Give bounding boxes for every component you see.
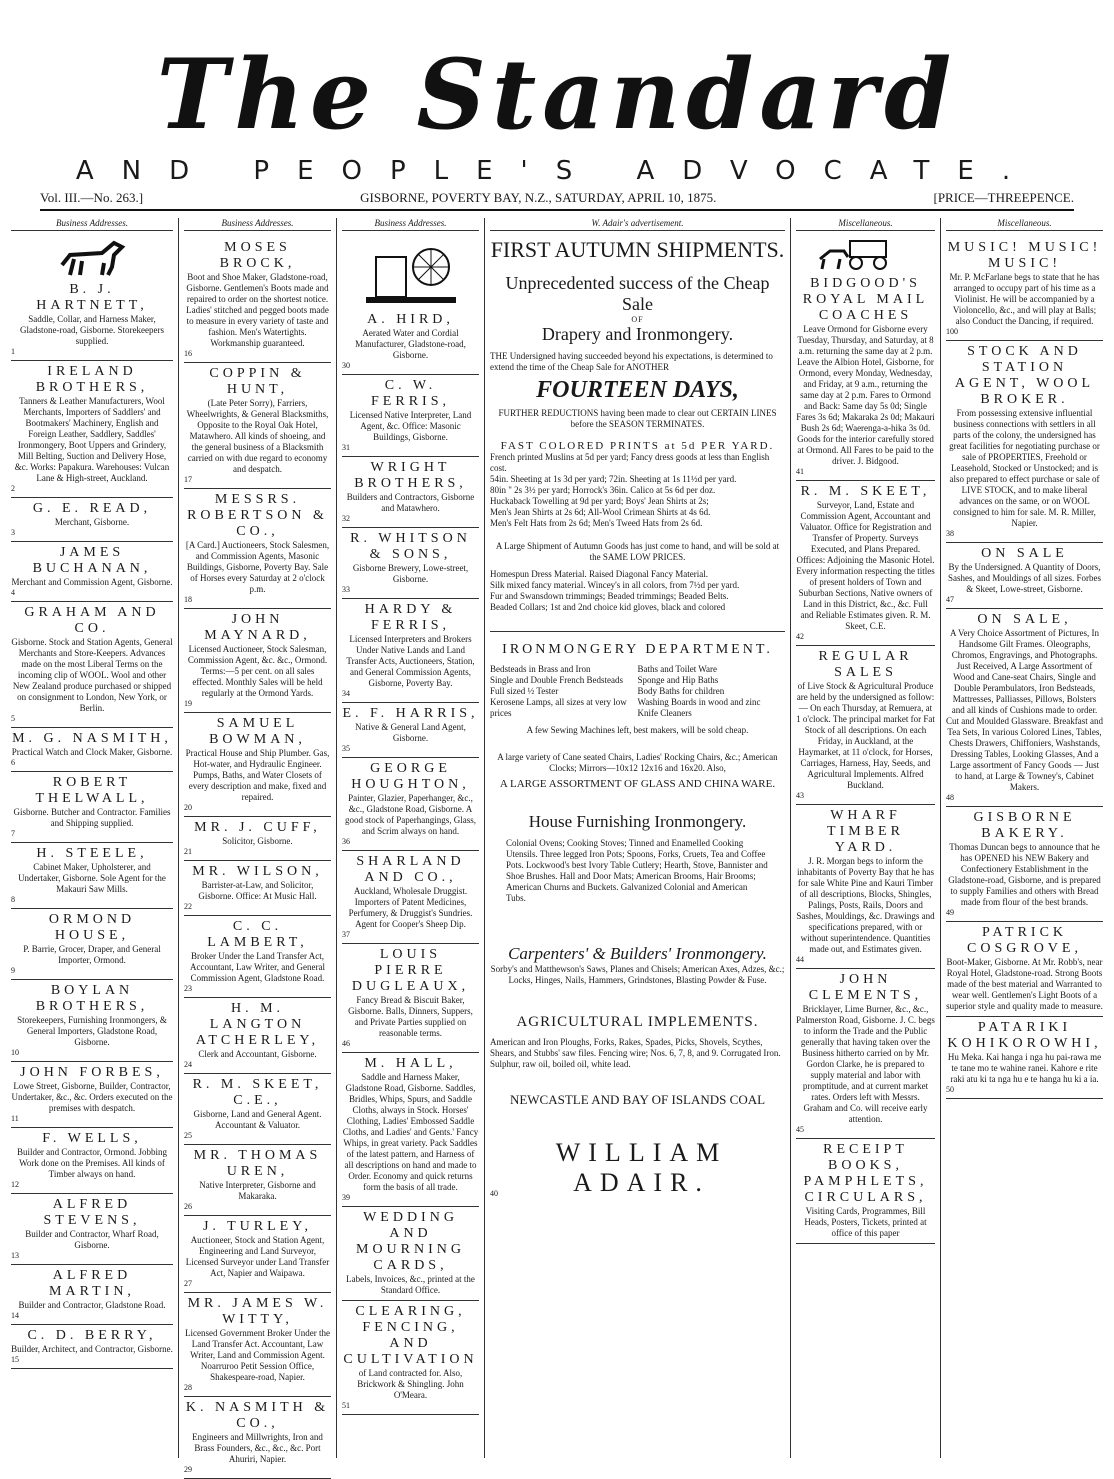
ironmongery-heading: IRONMONGERY DEPARTMENT. [490, 631, 785, 658]
ad-heading: BOYLAN BROTHERS, [35, 983, 149, 1014]
ad-number: 17 [184, 475, 192, 484]
ad-number: 3 [11, 528, 15, 537]
ad-number: 46 [342, 1039, 350, 1048]
ad-body: Practical Watch and Clock Maker, Gisborne. [11, 747, 173, 757]
advertisement [342, 375, 479, 457]
advertisement [342, 1053, 479, 1207]
ad-body: Painter, Glazier, Paperhanger, &c., &c., Gladstone Road, Gisborne. A good stock of Paperhangings, Glass, and Scrim always on hand. [345, 793, 476, 836]
item-line: Men's Felt Hats from 2s 6d; Men's Tweed Hats from 2s 6d. [490, 518, 703, 528]
item-line: Single and Double French Bedsteads [490, 675, 623, 685]
ad-number: 6 [11, 758, 15, 767]
ad-body: J. R. Morgan begs to inform the inhabitants of Poverty Bay that he has for sale White Pine and Kauri Timber of all descriptions, Blocks, Shingles, Palings, Posts, Rails, Doors and Sashes, Mouldings, &c. Drawings and specifications prepared, with or without superintendence. Quantities made out, and Estimates given. [796, 856, 935, 954]
item-line: Baths and Toilet Ware [637, 664, 718, 674]
column-4 [484, 218, 790, 1458]
ad-number: 2 [11, 484, 15, 493]
ad-heading: COPPIN & HUNT, [209, 366, 306, 397]
advertisement [184, 1216, 331, 1293]
item-line: Sponge and Hip Baths [637, 675, 719, 685]
ad-number: 26 [184, 1202, 192, 1211]
shipment-notice: A Large Shipment of Autumn Goods has just come to hand, and will be sold at the SAME LOW PRICES. [495, 541, 780, 562]
agricultural-heading: AGRICULTURAL IMPLEMENTS. [516, 1014, 759, 1030]
ad-heading: ALFRED MARTIN, [49, 1268, 135, 1299]
column-6 [940, 218, 1108, 1458]
advertisement [11, 361, 173, 498]
ad-body: Merchant, Gisborne. [54, 517, 130, 527]
ad-heading: GISBORNE BAKERY. [973, 810, 1076, 841]
ad-body: Boot-Maker, Gisborne. At Mr. Robb's, near Royal Hotel, Gladstone-road. Strong Boots made of the best material and Warranted to wear well. Gentlemen's Light Boots of a superior style and quality made to measure. [946, 957, 1103, 1011]
item-line: Body Baths for children [637, 686, 725, 696]
advertisement [184, 713, 331, 817]
ad-body: Builder and Contractor, Gladstone Road. [18, 1300, 166, 1310]
item-line: Huckaback Towelling at 9d per yard; Boys' Jean Shirts at 2s; [490, 496, 709, 506]
advertisement [946, 609, 1103, 807]
ad-body: Fancy Bread & Biscuit Baker, Gisborne. Balls, Dinners, Suppers, and Private Parties supplied on reasonable terms. [348, 995, 473, 1038]
advertisement [11, 909, 173, 980]
dateline [40, 190, 1074, 211]
ad-heading: MUSIC! MUSIC! MUSIC! [947, 240, 1102, 271]
ad-heading: JOHN MAYNARD, [204, 612, 311, 643]
ad-number: 21 [184, 847, 192, 856]
advertisement [11, 772, 173, 843]
item-line: Kerosene Lamps, all sizes at very low prices [490, 697, 627, 718]
ad-body: Barrister-at-Law, and Solicitor, Gisborne. Office: At Music Hall. [198, 880, 317, 901]
advertisement [946, 1017, 1103, 1099]
ad-number: 19 [184, 699, 192, 708]
advertisement [184, 489, 331, 609]
ad-number: 42 [796, 632, 804, 641]
ad-heading: MESSRS. ROBERTSON & CO., [187, 492, 328, 539]
ad-number: 18 [184, 595, 192, 604]
ad-heading: MR. WILSON, [192, 864, 323, 879]
ad-body: Licensed Native Interpreter, Land Agent, &c. Office: Masonic Buildings, Gisborne. [349, 410, 472, 442]
fourteen-days: FOURTEEN DAYS, [536, 377, 739, 403]
ad-heading: JOHN CLEMENTS, [808, 972, 923, 1003]
ad-number: 9 [11, 966, 15, 975]
advertisement [11, 542, 173, 602]
item-line: 54in. Sheeting at 1s 3d per yard; 72in. Sheeting at 1s 11½d per yard. [490, 474, 737, 484]
ad-number: 41 [796, 467, 804, 476]
house-items: Colonial Ovens; Cooking Stoves; Tinned and Enamelled Cooking Utensils. Three legged Iron Pots; Spoons, Forks, Cruets, Tea and Coffee Pots. Lockwood's best Ivory Table Cutlery; Hearth, Stove, Bannister and Shoe Brushes. Hall and Door Mats; American Brooms, Hair Brooms; American Churns and Buckets. Galvanized Colonial and American Tubs. [506, 838, 768, 903]
advertisement [11, 602, 173, 728]
advertisement [184, 1145, 331, 1216]
advertisement [796, 969, 935, 1139]
advertisement [342, 309, 479, 375]
ad-number: 20 [184, 803, 192, 812]
column-heading: Business Addresses. [11, 218, 173, 231]
ad-number: 12 [11, 1180, 19, 1189]
ad-number: 37 [342, 930, 350, 939]
advertisement [11, 1194, 173, 1265]
ad-number: 32 [342, 514, 350, 523]
ad-heading: M. HALL, [364, 1056, 457, 1071]
ad-body: Merchant and Commission Agent, Gisborne. [11, 577, 173, 587]
ad-of: OF [631, 315, 644, 324]
advertisement [946, 543, 1103, 609]
item-line: Beaded Collars; 1st and 2nd choice kid gloves, black and colored [490, 602, 726, 612]
ad-number: 1 [11, 347, 15, 356]
ad-body: Mr. P. McFarlane begs to state that he has arranged to occupy part of his time as a Violinist. He will be accompanied by a Violoncello, &c., and will play at Balls; also Conduct the Dancing, if required. [949, 272, 1100, 326]
item-line: Full sized ½ Tester [490, 686, 559, 696]
advertiser-name: WILLIAM ADAIR. [555, 1138, 728, 1197]
column-3 [336, 218, 484, 1458]
ad-body: [A Card.] Auctioneers, Stock Salesmen, and Commission Agents, Masonic Buildings, Gisborne, Poverty Bay. Sale of Horses every Saturday at 2 o'clock p.m. [185, 540, 330, 594]
ad-body: Tanners & Leather Manufacturers, Wool Merchants, Importers of Saddlers' and Bootmakers' Machinery, English and Foreign Leather, Saddlery, Saddles' Ironmongery, Boot Uppers and Grindery, Mill Belting, Suction and Delivery Hose, &c. Works: Papakura. Warehouses: Vulcan Lane & High-street, Auckland. [14, 396, 170, 483]
ad-number: 11 [11, 1114, 19, 1123]
column-heading: Miscellaneous. [796, 218, 935, 231]
column-heading: Business Addresses. [342, 218, 479, 231]
ad-number: 7 [11, 829, 15, 838]
ad-heading: ORMOND HOUSE, [48, 912, 136, 943]
ad-number: 33 [342, 585, 350, 594]
ad-heading: MR. THOMAS UREN, [193, 1148, 322, 1179]
ad-body: Visiting Cards, Programmes, Bill Heads, Posters, Tickets, printed at office of this paper [804, 1206, 927, 1238]
item-line: 80in " 2s 3½ per yard; Horrock's 36in. Calico at 5s 6d per doz. [490, 485, 716, 495]
prints-heading: FAST COLORED PRINTS at 5d PER YARD. [500, 440, 775, 452]
column-5 [790, 218, 940, 1458]
ad-title: FIRST AUTUMN SHIPMENTS. [490, 237, 785, 262]
ad-heading: A. HIRD, [367, 312, 454, 327]
advertisement [11, 728, 173, 772]
ad-body: Aerated Water and Cordial Manufacturer, Gladstone-road, Gisborne. [355, 328, 466, 360]
advertisement [11, 1265, 173, 1325]
ad-number: 50 [946, 1085, 954, 1094]
ad-number: 8 [11, 895, 15, 904]
advertisement [342, 1301, 479, 1415]
ad-body: Auckland, Wholesale Druggist. Importers of Patent Medicines, Perfumery, & Druggist's Sundries. Agent for Cooper's Sheep Dip. [348, 886, 473, 929]
ad-heading: JOHN FORBES, [20, 1065, 164, 1080]
ad-heading: J. TURLEY, [202, 1219, 313, 1234]
ad-number: 14 [11, 1311, 19, 1320]
ad-body: Hu Meka. Kai hanga i nga hu pai-rawa me te tane mo te wahine ranei. Kahore e rite raki atu ki ta nga hu e te hanga hu ki a ia. [947, 1052, 1102, 1084]
ad-heading: STOCK AND STATION AGENT, WOOL BROKER. [954, 344, 1095, 407]
agricultural-items: American and Iron Ploughs, Forks, Rakes, Spades, Picks, Shovels, Scythes, Shears, and Stubbs' saw files. Fencing wire; Nos. 6, 7, 8, and 9. Corrugated Iron. Sulphur, raw oil, boiled oil, white lead. [490, 1037, 781, 1069]
advertisement [796, 273, 935, 481]
place-date: GISBORNE, POVERTY BAY, N.Z., SATURDAY, APRIL 10, 1875. [360, 190, 717, 205]
advertisement [184, 916, 331, 998]
ad-heading: F. WELLS, [42, 1131, 142, 1146]
ad-heading: C. W. FERRIS, [371, 378, 450, 409]
ad-heading: ROBERT THELWALL, [35, 775, 149, 806]
ad-body: Builder and Contractor, Wharf Road, Gisborne. [25, 1229, 159, 1250]
ad-number: 29 [184, 1465, 192, 1474]
ad-body: From possessing extensive influential business connections with settlers in all parts of the colony, the undersigned has great facilities for negotiating purchase or sale of PROPERTIES, Freehold or Leasehold, Stocked or Unstocked; and is also prepared to effect purchase or sale of LIVE STOCK, and to make liberal advances on the same, or on WOOL consigned to him for sale. M. R. Miller, Napier. [949, 408, 1100, 528]
ad-body: Gisborne. Butcher and Contractor. Families and Shipping supplied. [13, 807, 171, 828]
ad-number: 30 [342, 361, 350, 370]
ad-heading: WRIGHT BROTHERS, [354, 460, 467, 491]
ad-heading: RECEIPT BOOKS, PAMPHLETS, CIRCULARS, [803, 1142, 928, 1205]
advertisement [796, 1139, 935, 1244]
masthead [0, 40, 1114, 186]
ad-number: 40 [490, 1189, 498, 1198]
ad-body: Gisborne, Land and General Agent. Accountant & Valuator. [193, 1109, 322, 1130]
ad-heading: REGULAR SALES [818, 649, 913, 680]
advertisement [342, 599, 479, 703]
ad-body: Saddle, Collar, and Harness Maker, Gladstone-road, Gisborne. Storekeepers supplied. [20, 314, 164, 346]
item-line: Homespun Dress Material. Raised Diagonal Fancy Material. [490, 569, 708, 579]
column-heading: Miscellaneous. [946, 218, 1103, 231]
ad-number: 100 [946, 327, 958, 336]
ad-body: Lowe Street, Gisborne, Builder, Contractor, Undertaker, &c., &c. Orders executed on the premises with despatch. [11, 1081, 173, 1113]
ad-heading: C. C. LAMBERT, [207, 919, 308, 950]
ad-heading: ALFRED STEVENS, [43, 1197, 141, 1228]
item-line: French printed Muslins at 5d per yard; Fancy dress goods at less than English cost. [490, 452, 770, 473]
column-heading: W. Adair's advertisement. [490, 218, 785, 231]
ad-number: 15 [11, 1355, 19, 1364]
ad-body: Gisborne. Stock and Station Agents, General Merchants and Store-Keepers. Advances made on the most Liberal Terms on the incoming clip of WOOL. Wool and other New Zealand produce purchased or shipped on consignment to London, New York, or Berlin. [11, 637, 173, 713]
item-line: Silk mixed fancy material. Wincey's in all colors, from 7½d per yard. [490, 580, 740, 590]
advertisement [184, 363, 331, 489]
ad-body: Thomas Duncan begs to announce that he has OPENED his NEW Bakery and Confectionery Establishment in the Gladstone-road, Gisborne, and is prepared to supply Families and others with Bread made from flour of the best brands. [948, 842, 1101, 907]
ad-body: Leave Ormond for Gisborne every Tuesday, Thursday, and Saturday, at 8 a.m. returning the same day at 2 p.m. Leave the Albion Hotel, Gisborne, for Ormond, every Monday, Wednesday, and Friday, at 9 a.m., returning the same day at 2 p.m. Fares to Ormond and Back: Same day 5s 0d; Single Fares 3s 6d; Makaraka 2s 0d; Makauri Bush 2s 6d; Waerenga-a-hika 3s 0d. Goods for the interior carefully stored at Ormond. All Fares to be paid to the driver. J. Bidgood. [796, 324, 935, 466]
advertisement [342, 758, 479, 851]
ad-number: 45 [796, 1125, 804, 1134]
ad-number: 38 [946, 529, 954, 538]
advertisement [11, 279, 173, 361]
ad-heading: BIDGOOD'S ROYAL MAIL COACHES [802, 276, 929, 323]
ad-intro: THE Undersigned having succeeded beyond his expectations, is determined to extend the time of the Cheap Sale for ANOTHER [490, 351, 773, 372]
ad-headline: Unprecedented success of the Cheap Sale [505, 273, 770, 314]
ad-number: 23 [184, 984, 192, 993]
ad-heading: G. E. READ, [32, 501, 152, 516]
column-1 [6, 218, 178, 1458]
ad-body: Surveyor, Land, Estate and Commission Agent, Accountant and Valuator. Office for Registration and Transfer of Property. Surveys Executed, and Plans Prepared. Offices: Adjoining the Masonic Hotel. Every information respecting the titles of present holders of Town and Suburban Sections, Native owners of Land in this District, &c., &c. Full and Reliable Estimates given. R. M. Skeet, C.E. [796, 500, 935, 631]
advertisement [946, 237, 1103, 341]
advertisement [946, 341, 1103, 543]
ad-body: Engineers and Millwrights, Iron and Brass Founders, &c., &c., &c. Port Ahuriri, Napier. [192, 1432, 323, 1464]
advertisement [11, 1325, 173, 1369]
carpenters-heading: Carpenters' & Builders' Ironmongery. [508, 944, 767, 963]
ad-body: Boot and Shoe Maker, Gladstone-road, Gisborne. Gentlemen's Boots made and repaired to order on the shortest notice. Ladies' stitched and pegged boots made to measure in every variety of taste and fashion. Men's Watertights. Workmanship guaranteed. [186, 272, 329, 348]
soda-machine-icon [356, 237, 466, 307]
ad-heading: H. STEELE, [36, 846, 148, 861]
coach-icon [816, 237, 916, 271]
ad-body: Gisborne Brewery, Lowe-street, Gisborne. [352, 563, 469, 584]
advertisement [796, 646, 935, 805]
ad-body: Solicitor, Gisborne. [222, 836, 293, 846]
ad-heading: C. D. BERRY, [27, 1328, 157, 1343]
ad-heading: M. G. NASMITH, [12, 731, 172, 746]
ad-heading: E. F. HARRIS, [342, 706, 479, 721]
ad-number: 49 [946, 908, 954, 917]
ad-number: 10 [11, 1048, 19, 1057]
ad-number: 34 [342, 689, 350, 698]
chairs-notice: A large variety of Cane seated Chairs, Ladies' Rocking Chairs, &c.; American Clocks; Mirrors—10x12 12x16 and 16x20. Also, [497, 752, 778, 773]
advertisement [796, 481, 935, 646]
ad-number: 4 [11, 588, 15, 597]
advertisement [184, 998, 331, 1074]
ad-body: By the Undersigned. A Quantity of Doors, Sashes, and Mouldings of all sizes. Forbes & Skeet, Lowe-street, Gisborne. [948, 562, 1101, 594]
ad-heading: R. M. SKEET, [800, 484, 931, 499]
item-line: Men's Jean Shirts at 2s 6d; All-Wool Crimean Shirts at 4s 6d. [490, 507, 711, 517]
ad-number: 31 [342, 443, 350, 452]
ad-body: Labels, Invoices, &c., printed at the Standard Office. [346, 1274, 475, 1295]
ad-number: 35 [342, 744, 350, 753]
ad-number: 36 [342, 837, 350, 846]
advertisement [342, 1207, 479, 1301]
carpenters-items: Sorby's and Matthewson's Saws, Planes and Chisels; American Axes, Adzes, &c.; Locks, Hinges, Nails, Hammers, Grindstones, Blasting Powder & Fuse. [490, 964, 785, 985]
ad-number: 22 [184, 902, 192, 911]
item-line: Fur and Swansdown trimmings; Beaded trimmings; Beaded Belts. [490, 591, 729, 601]
ad-number: 44 [796, 955, 804, 964]
ad-body: Builder and Contractor, Ormond. Jobbing Work done on the Premises. All kinds of Timber always on hand. [16, 1147, 168, 1179]
ad-body: Bricklayer, Lime Burner, &c., &c., Palmerston Road, Gisborne. J. C. begs to inform the Trade and the Public generally that having taken over the Business hitherto carried on by Mr. Gordon Clarke, he is prepared to supply material and labor with promptitude, and at current market rates. Orders left with Messrs. Graham and Co. will receive early attention. [796, 1004, 935, 1124]
ad-number: 27 [184, 1279, 192, 1288]
ad-body: Licensed Interpreters and Brokers Under Native Lands and Land Transfer Acts, Auctioneers, Station, and General Commission Agents, Gisborne, Poverty Bay. [346, 634, 475, 688]
ad-body: A Very Choice Assortment of Pictures, In Handsome Gilt Frames. Oleographs, Chromos, Engravings, and Photographs. Just Received, A Large Assortment of Wood and Cane-seat Chairs, Single and Double Perambulators, Iron Bedsteads, Mattresses, Palliasses, Pillows, Bolsters and all kinds of Cushions made to order. Cut and Moulded Glassware. Breakfast and Tea Sets, In various Colored Lines, Tables, Chests Drawers, Chiffoniers, Washstands, Dressing Tables, Looking Glasses, And a Large assortment of Fancy Goods — Just to hand, at Large & Towney's, Cabinet Makers. [946, 628, 1103, 792]
ad-number: 28 [184, 1383, 192, 1392]
ad-heading: B. J. HARTNETT, [36, 282, 148, 313]
ad-body: Builders and Contractors, Gisborne and Matawhero. [346, 492, 475, 513]
advertisement [946, 807, 1103, 922]
house-heading: House Furnishing Ironmongery. [528, 812, 747, 831]
ad-heading: PATARIKI KOHIKOROWHI, [947, 1020, 1102, 1051]
ad-body: Licensed Auctioneer, Stock Salesman, Commission Agent, &c. &c., Ormond. Terms:—5 per cent. on all sales effected. Monthly Sales will be held regularly at the Ormond Yards. [187, 644, 328, 698]
ad-number: 43 [796, 791, 804, 800]
ad-heading: MR. JAMES W. WITTY, [187, 1296, 328, 1327]
columns [6, 218, 1108, 1474]
advertisement [342, 944, 479, 1053]
ad-heading: IRELAND BROTHERS, [35, 364, 149, 395]
ad-body: Broker Under the Land Transfer Act, Accountant, Law Writer, and General Commission Agent, Gladstone Road. [189, 951, 326, 983]
advertisement [796, 805, 935, 969]
ad-body: Auctioneer, Stock and Station Agent, Engineering and Land Surveyor, Licensed Surveyor under Land Transfer Act, Napier and Waipawa. [185, 1235, 330, 1278]
ad-heading: ON SALE, [977, 612, 1072, 627]
ad-number: 51 [342, 1401, 350, 1410]
ad-number: 13 [11, 1251, 19, 1260]
advertisement [184, 1293, 331, 1397]
item-line: Bedsteads in Brass and Iron [490, 664, 591, 674]
ad-number: 39 [342, 1193, 350, 1202]
masthead-title: The Standard [156, 38, 958, 151]
ad-heading: MR. J. CUFF, [194, 820, 321, 835]
ad-body: Licensed Government Broker Under the Land Transfer Act. Accountant, Law Writer, Land and Commission Agent. Noarruroo Petit Session Office, Shakespeare-road, Napier. [185, 1328, 330, 1382]
ad-number: 5 [11, 714, 15, 723]
ad-heading: WEDDING AND MOURNING CARDS, [356, 1210, 465, 1273]
ad-heading: ON SALE [981, 546, 1068, 561]
advertisement [11, 843, 173, 909]
item-line: Washing Boards in wood and zinc [637, 697, 761, 707]
ad-heading: JAMES BUCHANAN, [32, 545, 152, 576]
ad-heading: R. M. SKEET, C.E., [192, 1077, 323, 1108]
ad-heading: HARDY & FERRIS, [364, 602, 457, 633]
column-2 [178, 218, 336, 1474]
ad-number: 16 [184, 349, 192, 358]
ad-number: 47 [946, 595, 954, 604]
item-line: Knife Cleaners [637, 708, 692, 718]
ad-body: Builder, Architect, and Contractor, Gisborne. [11, 1344, 173, 1354]
ad-body: Saddle and Harness Maker, Gladstone Road, Gisborne. Saddles, Bridles, Whips, Spurs, and Saddle Cloths, always in Stock. Horses' Clothing, Ladies' Embossed Saddle Cloths, and Ladies' and Gents.' Fancy Whips, in great variety. Pack Saddles of the latest pattern, and Harness of all descriptions on hand and made to Order. Economy and quick returns form the basis of all trade. [342, 1072, 479, 1192]
price: [PRICE—THREEPENCE. [933, 190, 1074, 205]
ad-subhead: Drapery and Ironmongery. [541, 324, 734, 344]
ad-body: Native & General Land Agent, Gisborne. [355, 722, 466, 743]
ad-heading: SHARLAND AND CO., [356, 854, 465, 885]
sewing-notice: A few Sewing Machines left, best makers, will be sold cheap. [526, 725, 749, 735]
masthead-subtitle: AND PEOPLE'S ADVOCATE. [75, 156, 1039, 186]
ad-body: Storekeepers, Furnishing Ironmongers, & General Importers, Gladstone Road, Gisborne. [17, 1015, 167, 1047]
ad-body: of Live Stock & Agricultural Produce are held by the undersigned as follow:— On each Thursday, at Remuera, at 1 o'clock. The principal market for Fat Stock of all descriptions. On each Friday, in Auckland, at the Haymarket, at 11 o'clock, for Horses, Carriages, Harness, Hay, Seeds, and Agricultural Implements. Alfred Buckland. [796, 681, 935, 790]
volume-number: Vol. III.—No. 263.] [40, 190, 144, 205]
ad-body: P. Barrie, Grocer, Draper, and General Importer, Ormond. [23, 944, 161, 965]
advertisement [342, 851, 479, 944]
advertisement [11, 980, 173, 1062]
advertisement [184, 609, 331, 713]
advertisement [342, 457, 479, 528]
advertisement [184, 1397, 331, 1479]
ad-heading: H. M. LANGTON ATCHERLEY, [195, 1001, 320, 1048]
ad-body: Practical House and Ship Plumber. Gas, Hot-water, and Hydraulic Engineer. Pumps, Baths, and Water Closets of every description and make, fixed and repaired. [185, 748, 330, 802]
ad-body: (Late Peter Sorry), Farriers, Wheelwrights, & General Blacksmiths, Opposite to the Royal Oak Hotel, Matawhero. All kinds of shoeing, and the general business of a Blacksmith carried on with due regard to economy and despatch. [186, 398, 329, 474]
ad-heading: WHARF TIMBER YARD. [827, 808, 904, 855]
ad-heading: K. NASMITH & CO., [185, 1400, 330, 1431]
ad-heading: LOUIS PIERRE DUGLEAUX, [351, 947, 470, 994]
advertisement [11, 1128, 173, 1194]
advertisement [11, 1062, 173, 1128]
ad-body: Cabinet Maker, Upholsterer, and Undertaker, Gisborne. Sole Agent for the Makauri Saw Mills. [18, 862, 166, 894]
glass-notice: A LARGE ASSORTMENT OF GLASS AND CHINA WARE. [499, 778, 776, 790]
advertisement [11, 498, 173, 542]
ad-heading: SAMUEL BOWMAN, [209, 716, 306, 747]
ad-number: 24 [184, 1060, 192, 1069]
coal-notice: NEWCASTLE AND BAY OF ISLANDS COAL [509, 1092, 766, 1107]
ad-heading: MOSES BROCK, [219, 240, 296, 271]
further-reductions: FURTHER REDUCTIONS having been made to clear out CERTAIN LINES before the SEASON TERMINATES. [498, 408, 777, 429]
column-heading: Business Addresses. [184, 218, 331, 231]
advertisement [184, 1074, 331, 1145]
ad-heading: GEORGE HOUGHTON, [351, 761, 470, 792]
advertisement [184, 861, 331, 916]
ad-body: Clerk and Accountant, Gisborne. [198, 1049, 317, 1059]
ad-heading: PATRICK COSGROVE, [967, 925, 1082, 956]
advertisement [946, 922, 1103, 1017]
ad-number: 48 [946, 793, 954, 802]
ad-number: 25 [184, 1131, 192, 1140]
ad-heading: GRAHAM AND CO. [24, 605, 160, 636]
advertisement [342, 703, 479, 758]
ad-heading: R. WHITSON & SONS, [350, 531, 471, 562]
ad-body: of Land contracted for. Also, Brickwork & Shingling. John O'Meara. [357, 1368, 464, 1400]
advertisement [184, 237, 331, 363]
horse-icon [52, 237, 132, 277]
ad-heading: CLEARING, FENCING, AND CULTIVATION [343, 1304, 478, 1367]
ad-body: Native Interpreter, Gisborne and Makaraka. [199, 1180, 316, 1201]
advertisement [184, 817, 331, 861]
advertisement [342, 528, 479, 599]
